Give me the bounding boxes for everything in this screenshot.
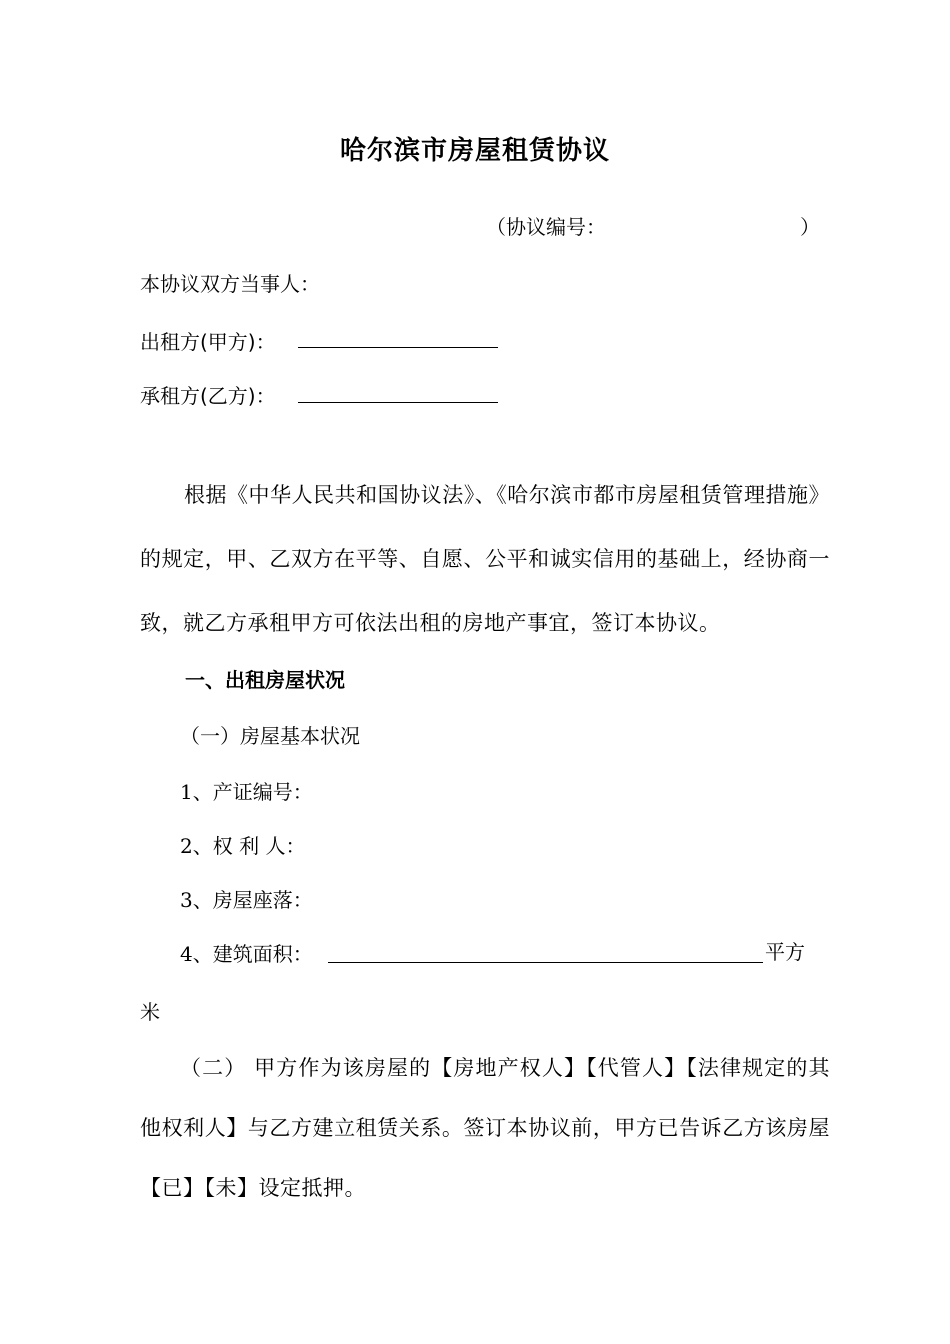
item-floor-area: 4、建筑面积：: [180, 942, 313, 966]
lessee-label: 承租方(乙方)：: [140, 384, 276, 408]
preamble-paragraph: 根据《中华人民共和国协议法》、《哈尔滨市都市房屋租赁管理措施》的规定，甲、乙双方在平等、自愿、公平和诚实信用的基础上，经协商一致，就乙方承租甲方可依法出租的房地产事宜，签订本协议。: [140, 483, 830, 635]
agreement-number-label: （协议编号：: [486, 215, 606, 239]
item-location: 3、房屋座落：: [180, 888, 313, 912]
lessee-blank: [298, 402, 498, 403]
document-title: 哈尔滨市房屋租赁协议: [339, 136, 610, 166]
subsection-basic-status: （一）房屋基本状况: [180, 724, 360, 748]
subsection-rights-paragraph: （二） 甲方作为该房屋的【房地产权人】【代管人】【法律规定的其他权利人】与乙方建立租赁关系。签订本协议前，甲方已告诉乙方该房屋【已】【未】设定抵押。: [140, 1056, 830, 1200]
parties-heading: 本协议双方当事人：: [140, 272, 320, 296]
area-unit-part1: 平方: [765, 940, 805, 964]
item-certificate-number: 1、产证编号：: [180, 780, 313, 804]
floor-area-blank: [328, 962, 763, 963]
item-rights-holder: 2、权 利 人：: [180, 834, 306, 858]
lessor-blank: [298, 347, 498, 348]
lessor-line: [140, 326, 276, 355]
lessee-line: [140, 380, 276, 409]
lessor-label: 出租方(甲方)：: [140, 330, 276, 354]
agreement-number: [486, 211, 820, 240]
agreement-number-close: ）: [800, 215, 820, 239]
section-heading: 一、出租房屋状况: [185, 668, 345, 692]
area-unit-part2: 米: [140, 1000, 160, 1024]
